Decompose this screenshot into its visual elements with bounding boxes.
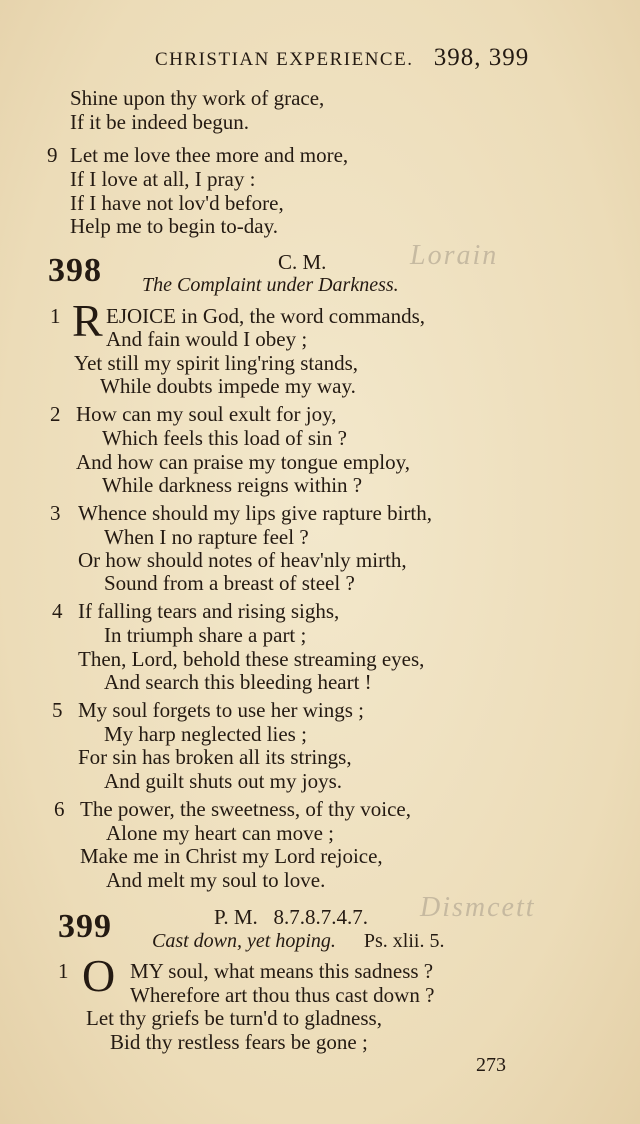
text-line: My soul forgets to use her wings ; xyxy=(78,698,365,722)
hymn-title: The Complaint under Darkness. xyxy=(142,274,399,296)
page-header xyxy=(155,44,575,72)
text-line: When I no rapture feel ? xyxy=(104,525,309,549)
text-line: The power, the sweetness, of thy voice, xyxy=(80,797,411,821)
page-number: 273 xyxy=(476,1054,506,1076)
hymn-title: Cast down, yet hoping. xyxy=(152,930,336,952)
text-line: Make me in Christ my Lord rejoice, xyxy=(80,844,383,868)
text-line: MY soul, what means this sadness ? xyxy=(130,959,434,983)
text-line: Wherefore art thou thus cast down ? xyxy=(130,983,435,1007)
text-line: Which feels this load of sin ? xyxy=(102,426,347,450)
text-line: Let me love thee more and more, xyxy=(70,143,349,167)
text-line: And melt my soul to love. xyxy=(106,868,326,892)
text-line: If I have not lov'd before, xyxy=(70,191,284,215)
verse-number: 9 xyxy=(47,143,58,167)
verse-number: 6 xyxy=(54,797,65,821)
handwritten-annotation: Dismcett xyxy=(420,892,536,923)
text-line: Let thy griefs be turn'd to gladness, xyxy=(86,1006,382,1030)
text-line: While darkness reigns within ? xyxy=(102,473,363,497)
hymn-meter: P. M. 8.7.8.7.4.7. xyxy=(214,905,369,929)
text-line: For sin has broken all its strings, xyxy=(78,745,352,769)
text-line: Alone my heart can move ; xyxy=(106,821,335,845)
text-line: Whence should my lips give rapture birth, xyxy=(78,501,432,525)
text-line: If it be indeed begun. xyxy=(70,110,250,134)
text-line: In triumph share a part ; xyxy=(104,623,307,647)
scripture-reference: Ps. xlii. 5. xyxy=(363,930,445,952)
text-line: Or how should notes of heav'nly mirth, xyxy=(78,548,407,572)
text-line: Yet still my spirit ling'ring stands, xyxy=(74,351,359,375)
text-line: EJOICE in God, the word commands, xyxy=(106,304,426,328)
verse-number: 2 xyxy=(50,402,61,426)
header-hymn-numbers: 398, 399 xyxy=(433,44,530,71)
verse-number: 4 xyxy=(52,599,63,623)
text-line: How can my soul exult for joy, xyxy=(76,402,337,426)
verse-number: 1 xyxy=(50,304,61,328)
hymn-number: 398 xyxy=(48,252,102,289)
text-line: Shine upon thy work of grace, xyxy=(70,86,325,110)
text-line: Then, Lord, behold these streaming eyes, xyxy=(78,647,425,671)
text-line: My harp neglected lies ; xyxy=(104,722,307,746)
drop-capital: O xyxy=(82,950,116,1001)
text-line: And guilt shuts out my joys. xyxy=(104,769,343,793)
text-line: Bid thy restless fears be gone ; xyxy=(110,1030,368,1054)
running-title: CHRISTIAN EXPERIENCE. xyxy=(155,49,414,70)
text-line: Help me to begin to-day. xyxy=(70,214,279,238)
verse-number: 3 xyxy=(50,501,61,525)
text-line: And fain would I obey ; xyxy=(106,327,308,351)
verse-number: 5 xyxy=(52,698,63,722)
text-line: If falling tears and rising sighs, xyxy=(78,599,340,623)
hymn-title-line xyxy=(152,930,444,953)
verse-number: 1 xyxy=(58,959,69,983)
drop-capital: R xyxy=(72,295,103,346)
text-line: While doubts impede my way. xyxy=(100,374,356,398)
handwritten-annotation: Lorain xyxy=(410,240,499,271)
hymn-meter: C. M. xyxy=(278,250,327,274)
hymn-number: 399 xyxy=(58,908,112,945)
text-line: And how can praise my tongue employ, xyxy=(76,450,410,474)
text-line: If I love at all, I pray : xyxy=(70,167,256,191)
text-line: Sound from a breast of steel ? xyxy=(104,571,355,595)
text-line: And search this bleeding heart ! xyxy=(104,670,372,694)
